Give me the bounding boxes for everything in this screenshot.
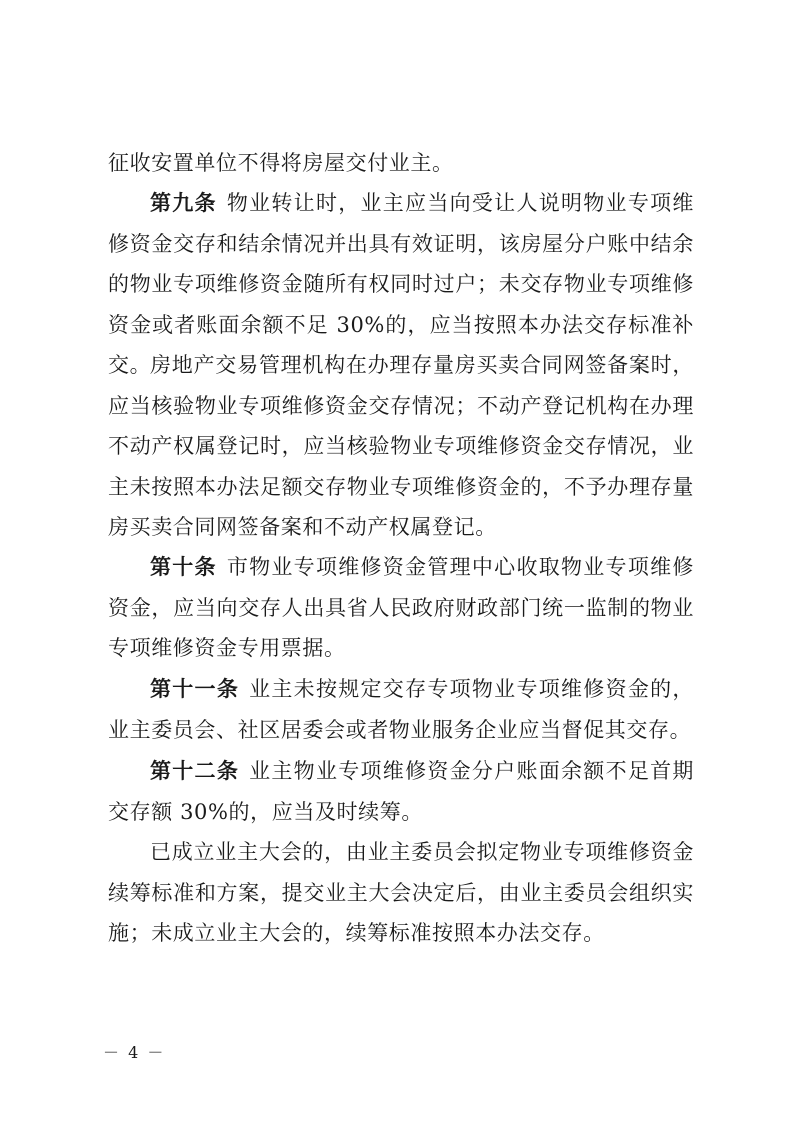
page-number: － 4 － — [103, 1043, 166, 1062]
paragraph-registration — [108, 345, 694, 548]
paragraph-text: 物业转让时，业主应当向受让人说明物业专项维修资金交存和结余情况并出具有效证明，该房屋分户账中结余的物业专项维修资金随所有权同时过户；未交存物业专项维修资金或者账面余额不足 30%的，应当按照本办法交存标准补交。 — [108, 191, 694, 377]
paragraph-renewal — [108, 832, 694, 954]
paragraph-text: 市物业专项维修资金管理中心收取物业专项维修资金，应当向交存人出具省人民政府财政部门统一监制的物业专项维修资金专用票据。 — [108, 555, 694, 660]
paragraph-text: 房地产交易管理机构在办理存量房买卖合同网签备案时，应当核验物业专项维修资金交存情况；不动产登记机构在办理不动产权属登记时，应当核验物业专项维修资金交存情况，业主未按照本办法足额交存物业专项维修资金的，不予办理存量房买卖合同网签备案和不动产权属登记。 — [108, 353, 694, 539]
paragraph-text: 征收安置单位不得将房屋交付业主。 — [108, 151, 454, 175]
paragraph-continuation — [108, 143, 694, 184]
article-11 — [108, 669, 694, 750]
article-10 — [108, 547, 694, 669]
paragraph-text: 业主物业专项维修资金分户账面余额不足首期交存额 30%的，应当及时续筹。 — [108, 759, 695, 824]
article-heading: 第十二条 — [150, 759, 240, 783]
article-heading: 第十一条 — [150, 677, 240, 701]
paragraph-text: 已成立业主大会的，由业主委员会拟定物业专项维修资金续筹标准和方案，提交业主大会决定后，由业主委员会组织实施；未成立业主大会的，续筹标准按照本办法交存。 — [108, 840, 694, 945]
article-heading: 第十条 — [150, 555, 217, 579]
paragraph-text: 业主未按规定交存专项物业专项维修资金的，业主委员会、社区居委会或者物业服务企业应当督促其交存。 — [108, 677, 695, 742]
article-heading: 第九条 — [150, 191, 217, 215]
article-12 — [108, 751, 694, 832]
